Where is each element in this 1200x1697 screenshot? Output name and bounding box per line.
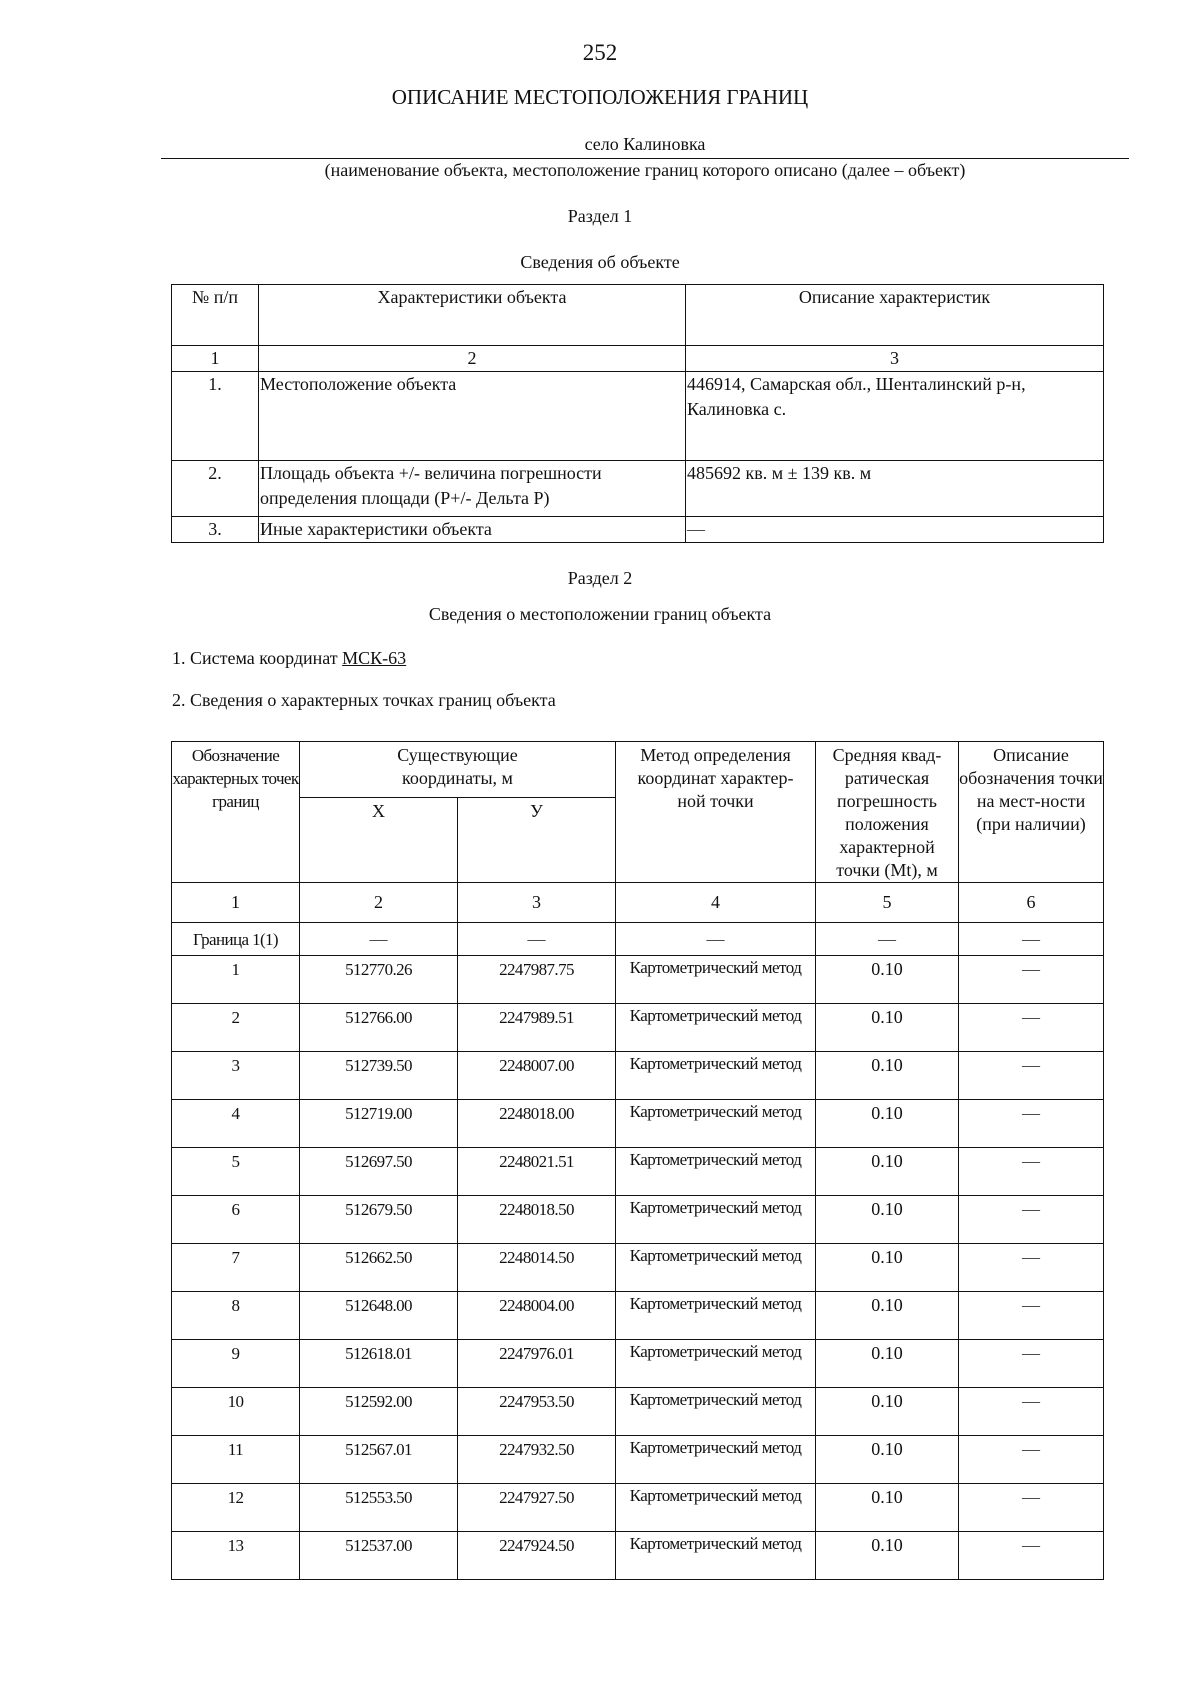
boundary-label: Граница 1(1) — [172, 923, 300, 956]
object-name-underline — [161, 158, 1129, 159]
point-number: 4 — [172, 1100, 300, 1148]
point-row — [172, 1388, 1104, 1436]
point-x: 512719.00 — [300, 1100, 458, 1148]
point-method: Картометрический метод — [616, 1148, 816, 1196]
document-title: ОПИСАНИЕ МЕСТОПОЛОЖЕНИЯ ГРАНИЦ — [391, 85, 809, 109]
info-header-number: № п/п — [172, 285, 259, 346]
point-row — [172, 1340, 1104, 1388]
point-x: 512766.00 — [300, 1004, 458, 1052]
points-column-numbers — [172, 883, 1104, 923]
point-row — [172, 1100, 1104, 1148]
point-error: 0.10 — [816, 1532, 959, 1580]
point-x: 512648.00 — [300, 1292, 458, 1340]
object-info-table — [171, 284, 1104, 543]
point-error: 0.10 — [816, 956, 959, 1004]
info-colnum-1: 1 — [172, 346, 259, 372]
point-x: 512567.01 — [300, 1436, 458, 1484]
point-description: — — [959, 1196, 1104, 1244]
boundary-dash: — — [816, 923, 959, 956]
point-y: 2248014.50 — [458, 1244, 616, 1292]
points-colnum-1: 1 — [172, 883, 300, 923]
point-description: — — [959, 1436, 1104, 1484]
points-colnum-6: 6 — [959, 883, 1104, 923]
point-y: 2247927.50 — [458, 1484, 616, 1532]
point-method: Картометрический метод — [616, 1052, 816, 1100]
info-row-number: 2. — [172, 461, 259, 517]
info-row-value: — — [686, 517, 1104, 543]
object-name: село Калиновка — [584, 134, 706, 154]
section2-subtitle: Сведения о местоположении границ объекта — [428, 604, 772, 624]
point-y: 2247989.51 — [458, 1004, 616, 1052]
point-y: 2248007.00 — [458, 1052, 616, 1100]
point-row — [172, 1148, 1104, 1196]
boundary-points-table — [171, 741, 1104, 1580]
section2-title: Раздел 2 — [567, 568, 633, 588]
point-x: 512553.50 — [300, 1484, 458, 1532]
point-number: 9 — [172, 1340, 300, 1388]
info-row-value: 485692 кв. м ± 139 кв. м — [686, 461, 1104, 517]
info-row-number: 3. — [172, 517, 259, 543]
point-y: 2248018.00 — [458, 1100, 616, 1148]
coordinate-system-value: МСК-63 — [342, 648, 407, 668]
header-coordinates: Существующие координаты, м — [300, 742, 616, 798]
point-row — [172, 956, 1104, 1004]
point-row — [172, 1004, 1104, 1052]
boundary-dash: — — [458, 923, 616, 956]
info-header-characteristics: Характеристики объекта — [259, 285, 686, 346]
point-description: — — [959, 1532, 1104, 1580]
info-row-value: 446914, Самарская обл., Шенталинский р-н, Калиновка с. — [686, 372, 1104, 461]
point-number: 2 — [172, 1004, 300, 1052]
point-description: — — [959, 1292, 1104, 1340]
point-number: 13 — [172, 1532, 300, 1580]
info-row-name: Площадь объекта +/- величина погрешности определения площади (Р+/- Дельта Р) — [259, 461, 686, 517]
point-error: 0.10 — [816, 1244, 959, 1292]
point-number: 7 — [172, 1244, 300, 1292]
point-error: 0.10 — [816, 1100, 959, 1148]
info-table-header-row — [172, 285, 1104, 346]
point-y: 2247953.50 — [458, 1388, 616, 1436]
point-error: 0.10 — [816, 1052, 959, 1100]
point-y: 2247987.75 — [458, 956, 616, 1004]
point-x: 512770.26 — [300, 956, 458, 1004]
page-number: 252 — [582, 40, 618, 65]
point-x: 512662.50 — [300, 1244, 458, 1292]
point-x: 512537.00 — [300, 1532, 458, 1580]
info-table-row — [172, 372, 1104, 461]
point-description: — — [959, 1148, 1104, 1196]
section1-subtitle: Сведения об объекте — [520, 252, 680, 272]
point-description: — — [959, 1100, 1104, 1148]
point-row — [172, 1532, 1104, 1580]
point-method: Картометрический метод — [616, 1196, 816, 1244]
point-x: 512739.50 — [300, 1052, 458, 1100]
header-y: У — [458, 798, 616, 883]
point-y: 2248021.51 — [458, 1148, 616, 1196]
point-number: 1 — [172, 956, 300, 1004]
point-method: Картометрический метод — [616, 1436, 816, 1484]
info-header-description: Описание характеристик — [686, 285, 1104, 346]
point-y: 2247976.01 — [458, 1340, 616, 1388]
point-y: 2247932.50 — [458, 1436, 616, 1484]
boundary-row — [172, 923, 1104, 956]
points-heading: 2. Сведения о характерных точках границ объекта — [172, 690, 556, 710]
point-row — [172, 1484, 1104, 1532]
point-method: Картометрический метод — [616, 956, 816, 1004]
point-description: — — [959, 1052, 1104, 1100]
object-name-caption: (наименование объекта, местоположение границ которого описано (далее – объект) — [324, 160, 966, 180]
point-number: 10 — [172, 1388, 300, 1436]
info-row-name: Иные характеристики объекта — [259, 517, 686, 543]
info-table-row — [172, 461, 1104, 517]
boundary-dash: — — [616, 923, 816, 956]
point-description: — — [959, 1340, 1104, 1388]
point-error: 0.10 — [816, 1436, 959, 1484]
point-row — [172, 1052, 1104, 1100]
coordinate-system-line — [172, 648, 406, 669]
point-number: 11 — [172, 1436, 300, 1484]
header-x: X — [300, 798, 458, 883]
point-row — [172, 1196, 1104, 1244]
point-error: 0.10 — [816, 1484, 959, 1532]
info-row-number: 1. — [172, 372, 259, 461]
point-method: Картометрический метод — [616, 1292, 816, 1340]
point-error: 0.10 — [816, 1004, 959, 1052]
coordinate-system-label: 1. Система координат — [172, 648, 343, 668]
point-number: 6 — [172, 1196, 300, 1244]
info-colnum-2: 2 — [259, 346, 686, 372]
point-row — [172, 1436, 1104, 1484]
point-method: Картометрический метод — [616, 1340, 816, 1388]
point-x: 512679.50 — [300, 1196, 458, 1244]
header-designation: Обозначение характерных точек границ — [172, 742, 300, 883]
point-x: 512697.50 — [300, 1148, 458, 1196]
point-method: Картометрический метод — [616, 1100, 816, 1148]
point-number: 12 — [172, 1484, 300, 1532]
header-method: Метод определения координат характер-ной точки — [616, 742, 816, 883]
points-colnum-4: 4 — [616, 883, 816, 923]
point-description: — — [959, 956, 1104, 1004]
point-number: 3 — [172, 1052, 300, 1100]
point-row — [172, 1292, 1104, 1340]
info-table-row — [172, 517, 1104, 543]
point-number: 5 — [172, 1148, 300, 1196]
point-description: — — [959, 1244, 1104, 1292]
header-error: Средняя квад-ратическая погрешность положения характерной точки (Mt), м — [816, 742, 959, 883]
point-y: 2248004.00 — [458, 1292, 616, 1340]
point-error: 0.10 — [816, 1388, 959, 1436]
point-method: Картометрический метод — [616, 1004, 816, 1052]
point-method: Картометрический метод — [616, 1388, 816, 1436]
header-description: Описание обозначения точки на мест-ности (при наличии) — [959, 742, 1104, 883]
section1-title: Раздел 1 — [567, 206, 633, 226]
points-colnum-2: 2 — [300, 883, 458, 923]
point-y: 2247924.50 — [458, 1532, 616, 1580]
point-description: — — [959, 1388, 1104, 1436]
info-table-column-numbers — [172, 346, 1104, 372]
boundary-dash: — — [959, 923, 1104, 956]
point-number: 8 — [172, 1292, 300, 1340]
point-error: 0.10 — [816, 1196, 959, 1244]
info-row-name: Местоположение объекта — [259, 372, 686, 461]
point-method: Картометрический метод — [616, 1484, 816, 1532]
points-header-row — [172, 742, 1104, 798]
points-colnum-5: 5 — [816, 883, 959, 923]
point-y: 2248018.50 — [458, 1196, 616, 1244]
point-description: — — [959, 1004, 1104, 1052]
point-method: Картометрический метод — [616, 1244, 816, 1292]
point-row — [172, 1244, 1104, 1292]
points-colnum-3: 3 — [458, 883, 616, 923]
point-error: 0.10 — [816, 1292, 959, 1340]
info-colnum-3: 3 — [686, 346, 1104, 372]
point-error: 0.10 — [816, 1340, 959, 1388]
boundary-dash: — — [300, 923, 458, 956]
point-method: Картометрический метод — [616, 1532, 816, 1580]
point-x: 512618.01 — [300, 1340, 458, 1388]
point-x: 512592.00 — [300, 1388, 458, 1436]
point-description: — — [959, 1484, 1104, 1532]
point-error: 0.10 — [816, 1148, 959, 1196]
